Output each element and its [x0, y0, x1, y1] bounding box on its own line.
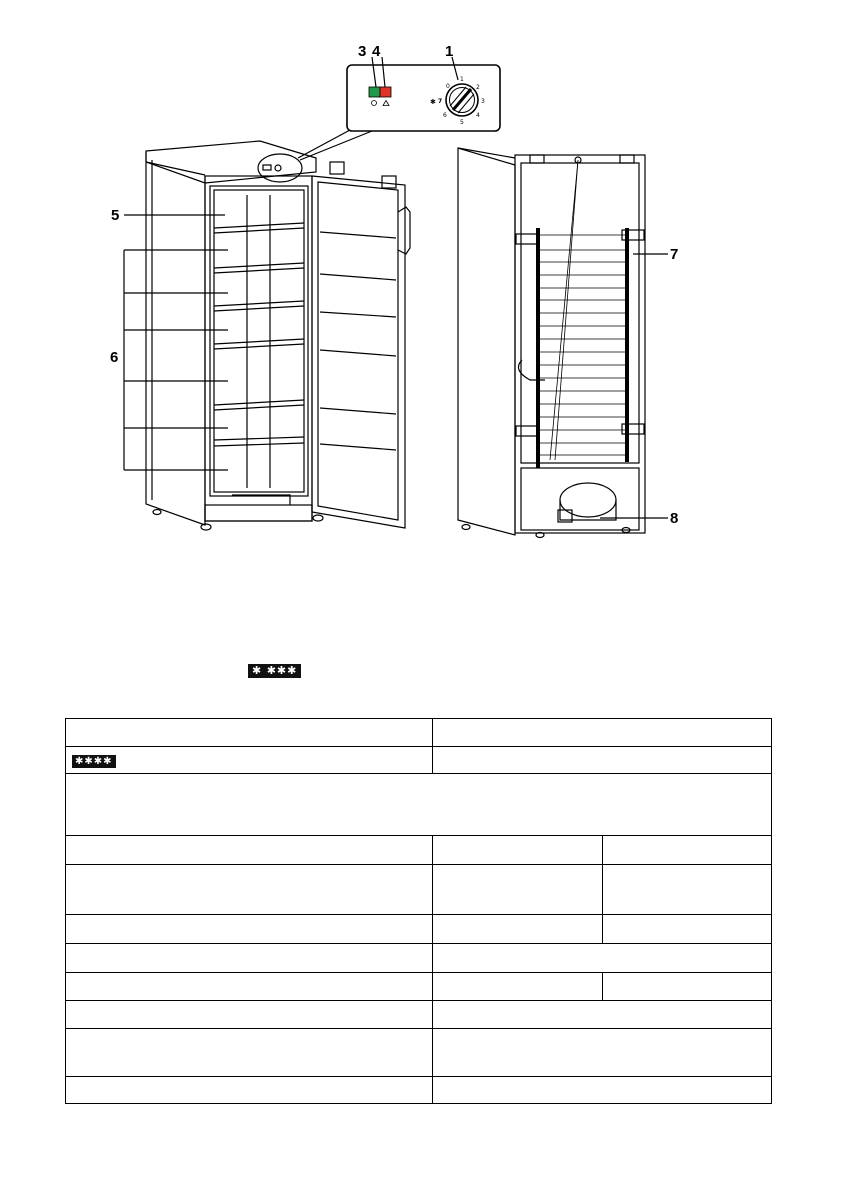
table-row [66, 1077, 772, 1104]
table-cell [433, 1077, 772, 1104]
table-cell [433, 973, 603, 1001]
table-cell [433, 1029, 772, 1077]
table-cell [66, 915, 433, 944]
callout-1: 1 [445, 43, 454, 60]
table-row [66, 747, 772, 774]
power-icon [372, 101, 377, 106]
control-panel-inset [298, 57, 500, 160]
table-cell [603, 836, 772, 865]
table-cell [433, 1001, 772, 1029]
table-row [66, 973, 772, 1001]
table-row [66, 1001, 772, 1029]
table-cell [66, 865, 433, 915]
table-cell [433, 915, 603, 944]
table-cell [66, 719, 433, 747]
table-cell [66, 944, 433, 973]
table-cell [66, 1029, 433, 1077]
svg-text:3: 3 [481, 98, 485, 105]
table-row [66, 865, 772, 915]
compressor [560, 483, 616, 517]
table-cell [66, 747, 433, 774]
table-cell [66, 774, 772, 836]
table-cell [433, 747, 772, 774]
table-row [66, 836, 772, 865]
table-cell [603, 973, 772, 1001]
table-row [66, 915, 772, 944]
freezer-stars-icon: ✱✱✱ [266, 664, 298, 677]
warning-icon [383, 101, 389, 106]
table-cell [433, 944, 772, 973]
table-row [66, 774, 772, 836]
freezer-front-view [146, 141, 410, 530]
freezer-star-icon: ✱ [75, 755, 85, 767]
callout-8: 8 [670, 510, 679, 527]
table-row [66, 719, 772, 747]
table-cell [433, 836, 603, 865]
svg-text:2: 2 [476, 84, 480, 91]
table-cell [66, 973, 433, 1001]
svg-text:6: 6 [443, 112, 447, 119]
callout-5: 5 [111, 207, 120, 224]
table-cell [603, 915, 772, 944]
freezer-figure [0, 0, 841, 560]
freezer-rear-view [458, 148, 645, 538]
callout-6: 6 [110, 349, 119, 366]
freezer-star-icon: ✱ [252, 664, 263, 677]
svg-text:5: 5 [460, 119, 464, 126]
table-cell [66, 836, 433, 865]
table-row [66, 1029, 772, 1077]
svg-text:1: 1 [460, 76, 464, 83]
table-cell [433, 719, 772, 747]
table-cell [66, 1001, 433, 1029]
callout-7: 7 [670, 246, 679, 263]
callout-3: 3 [358, 43, 367, 60]
table-cell [603, 865, 772, 915]
callout-4: 4 [372, 43, 381, 60]
svg-text:7: 7 [438, 98, 443, 105]
svg-text:0: 0 [446, 83, 450, 90]
table-cell [66, 1077, 433, 1104]
table-cell [433, 865, 603, 915]
four-star-freezer-badge [72, 755, 116, 768]
four-star-freezer-badge [248, 664, 301, 678]
power-led [369, 87, 380, 97]
svg-text:4: 4 [476, 112, 480, 119]
snowflake-icon: ✱ [430, 98, 436, 106]
alarm-led [380, 87, 391, 97]
freezer-stars-icon: ✱✱✱ [84, 755, 113, 767]
specification-table [65, 718, 772, 1104]
table-row [66, 944, 772, 973]
